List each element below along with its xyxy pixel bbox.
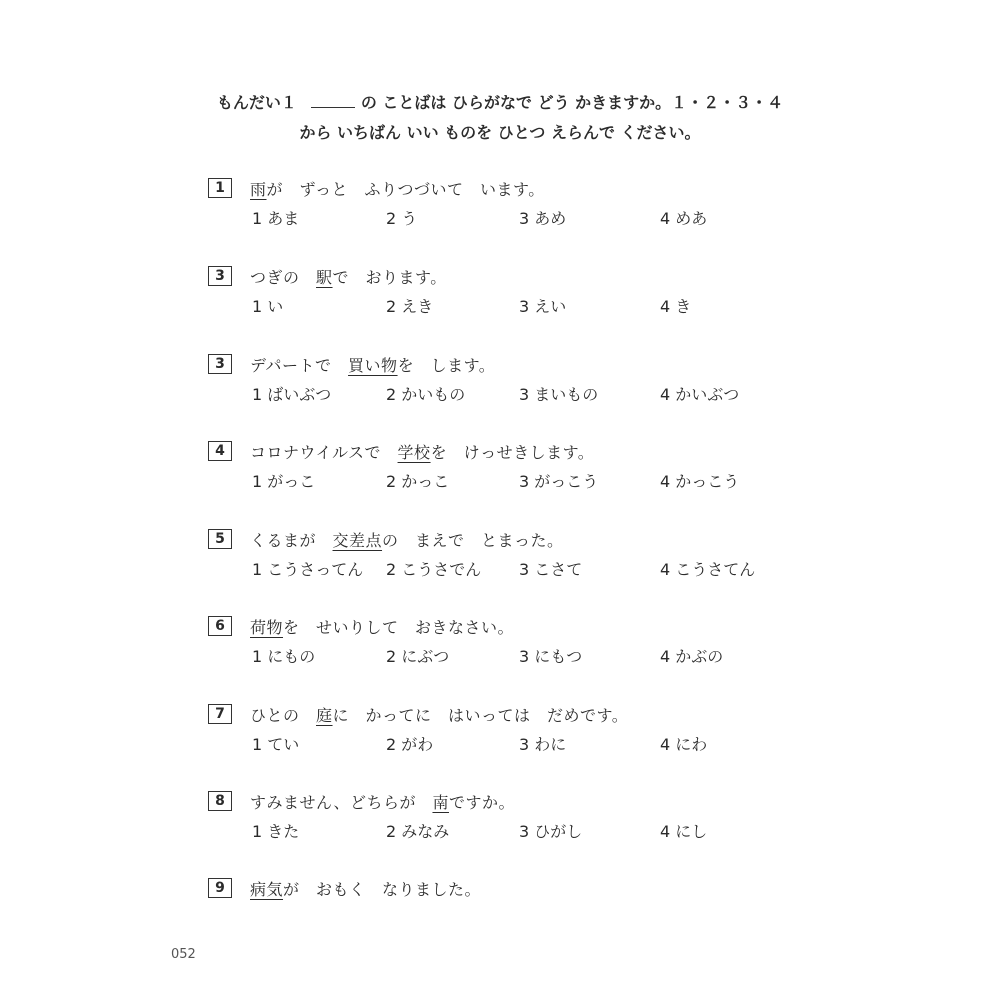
sentence-suffix: が ずっと ふりつづいて います。 — [266, 179, 545, 199]
answer-option-3[interactable]: 3 にもつ — [519, 647, 583, 666]
underlined-word: 荷物 — [250, 617, 284, 637]
answer-option-2[interactable]: 2 みなみ — [386, 822, 450, 841]
question-sentence — [250, 353, 495, 376]
problem-label: もんだい１ — [216, 93, 297, 112]
answer-option-1[interactable]: 1 あま — [252, 209, 300, 228]
sentence-suffix: が おもく なりました。 — [283, 879, 482, 899]
question-sentence — [250, 265, 447, 288]
blank-line — [311, 93, 355, 108]
answer-option-2[interactable]: 2 かっこ — [386, 472, 450, 491]
underlined-word: 雨 — [250, 179, 267, 199]
page-number: 052 — [171, 947, 196, 962]
question-number-box: 4 — [208, 441, 232, 461]
question-2 — [208, 265, 848, 335]
question-number-box: 6 — [208, 616, 232, 636]
instruction-line-2: から いちばん いい ものを ひとつ えらんで ください。 — [299, 123, 701, 142]
sentence-suffix: を せいりして おきなさい。 — [283, 617, 515, 637]
sentence-suffix: で おります。 — [332, 267, 447, 287]
answer-option-3[interactable]: 3 えい — [519, 297, 567, 316]
sentence-prefix: すみません、どちらが — [250, 792, 433, 812]
question-sentence — [250, 790, 515, 813]
question-number-box: 3 — [208, 266, 232, 286]
underlined-word: 学校 — [397, 442, 431, 462]
answer-option-1[interactable]: 1 ばいぶつ — [252, 385, 332, 404]
answer-option-2[interactable]: 2 こうさでん — [386, 560, 482, 579]
sentence-suffix: に かってに はいっては だめです。 — [332, 705, 629, 725]
underlined-word: 交差点 — [332, 530, 383, 550]
underlined-word: 買い物 — [348, 355, 398, 375]
answer-option-3[interactable]: 3 あめ — [519, 209, 567, 228]
question-6 — [208, 615, 848, 685]
answer-option-4[interactable]: 4 にわ — [660, 735, 708, 754]
answer-option-4[interactable]: 4 めあ — [660, 209, 708, 228]
answer-option-3[interactable]: 3 ひがし — [519, 822, 583, 841]
question-number-box: 1 — [208, 178, 232, 198]
answer-option-4[interactable]: 4 かいぶつ — [660, 385, 740, 404]
answer-option-2[interactable]: 2 かいもの — [386, 385, 466, 404]
instruction-text-1: の ことばは ひらがなで どう かきますか。１・２・３・４ — [360, 93, 784, 112]
answer-option-3[interactable]: 3 まいもの — [519, 385, 599, 404]
answer-option-4[interactable]: 4 かっこう — [660, 472, 740, 491]
sentence-suffix: ですか。 — [448, 792, 515, 812]
question-4 — [208, 440, 848, 510]
answer-option-4[interactable]: 4 かぶの — [660, 647, 724, 666]
sentence-prefix: つぎの — [250, 267, 317, 287]
question-sentence — [250, 440, 594, 463]
underlined-word: 庭 — [316, 705, 333, 725]
answer-option-2[interactable]: 2 えき — [386, 297, 434, 316]
answer-option-3[interactable]: 3 わに — [519, 735, 567, 754]
question-3 — [208, 353, 848, 423]
answer-option-2[interactable]: 2 う — [386, 209, 418, 228]
answer-option-2[interactable]: 2 がわ — [386, 735, 434, 754]
underlined-word: 駅 — [316, 267, 333, 287]
question-sentence — [250, 703, 628, 726]
answer-option-4[interactable]: 4 き — [660, 297, 692, 316]
underlined-word: 南 — [432, 792, 449, 812]
answer-option-4[interactable]: 4 こうさてん — [660, 560, 756, 579]
answer-option-1[interactable]: 1 きた — [252, 822, 300, 841]
question-number-box: 9 — [208, 878, 232, 898]
question-sentence — [250, 528, 564, 551]
question-number-box: 7 — [208, 704, 232, 724]
underlined-word: 病気 — [250, 879, 284, 899]
answer-option-1[interactable]: 1 がっこ — [252, 472, 316, 491]
sentence-suffix: の まえで とまった。 — [382, 530, 564, 550]
question-7 — [208, 703, 848, 773]
answer-option-1[interactable]: 1 い — [252, 297, 284, 316]
question-9 — [208, 877, 848, 947]
sentence-prefix: デパートで — [250, 355, 349, 375]
question-sentence — [250, 615, 514, 638]
question-sentence — [250, 177, 545, 200]
question-sentence — [250, 877, 481, 900]
answer-option-1[interactable]: 1 にもの — [252, 647, 316, 666]
instruction-line-1 — [0, 90, 1000, 113]
answer-option-3[interactable]: 3 がっこう — [519, 472, 599, 491]
question-number-box: 8 — [208, 791, 232, 811]
question-number-box: 5 — [208, 529, 232, 549]
sentence-suffix: を します。 — [397, 355, 496, 375]
question-5 — [208, 528, 848, 598]
answer-option-2[interactable]: 2 にぶつ — [386, 647, 450, 666]
question-number-box: 3 — [208, 354, 232, 374]
question-1 — [208, 177, 848, 247]
sentence-prefix: コロナウイルスで — [250, 442, 398, 462]
answer-option-4[interactable]: 4 にし — [660, 822, 708, 841]
answer-option-3[interactable]: 3 こさて — [519, 560, 583, 579]
answer-option-1[interactable]: 1 こうさってん — [252, 560, 364, 579]
sentence-suffix: を けっせきします。 — [430, 442, 595, 462]
answer-option-1[interactable]: 1 てい — [252, 735, 300, 754]
sentence-prefix: くるまが — [250, 530, 333, 550]
sentence-prefix: ひとの — [250, 705, 317, 725]
question-8 — [208, 790, 848, 860]
